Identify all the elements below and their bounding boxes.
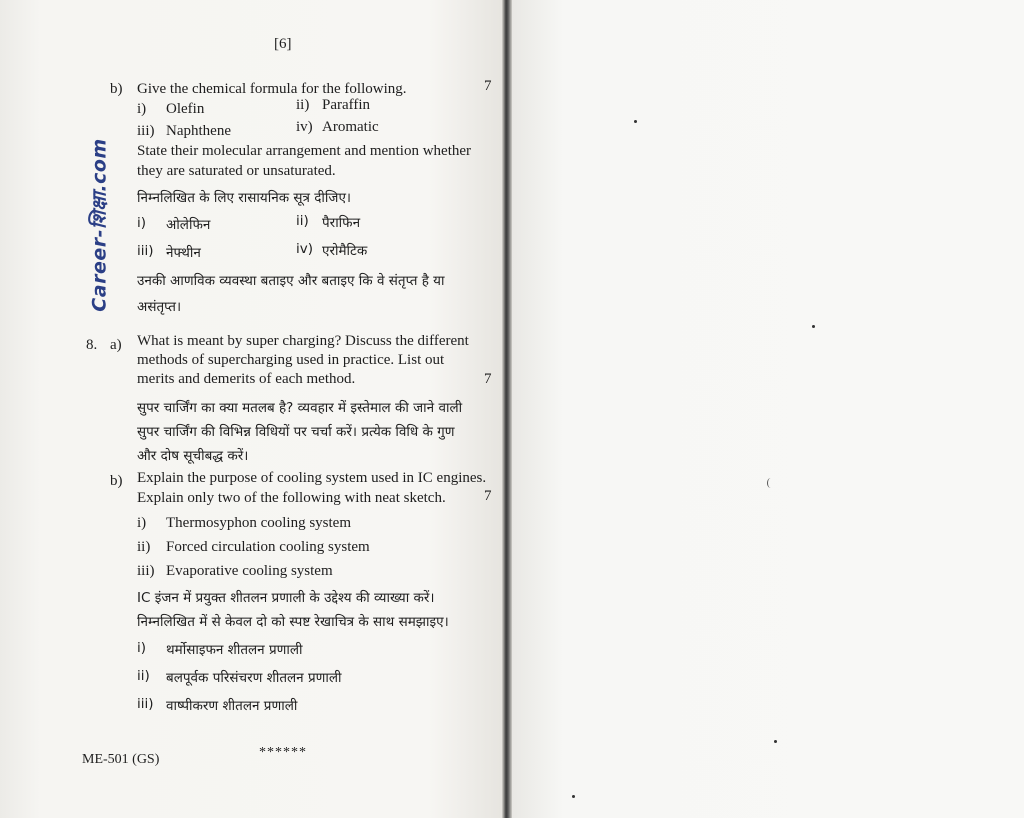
watermark-logo: Career-शिक्षा.com — [89, 138, 112, 312]
q8b-hi-item-ii-num: ii) — [137, 668, 150, 684]
q7b-opt-aromatic: Aromatic — [322, 119, 379, 135]
q7b-label: b) — [110, 81, 123, 97]
speck — [634, 120, 637, 123]
q8a-line3: merits and demerits of each method. — [137, 371, 356, 387]
q8b-line2: Explain only two of the following with neat sketch. — [137, 490, 446, 506]
q8b-label: b) — [110, 473, 123, 489]
q8-number: 8. — [86, 337, 98, 353]
q7b-instruction-line1: State their molecular arrangement and mention whether — [137, 143, 472, 159]
q8a-line2: methods of supercharging used in practice. List out — [137, 352, 445, 368]
q7b-hi-opt-aromatic: एरोमैटिक — [322, 243, 368, 259]
q7b-instruction-line2: they are saturated or unsaturated. — [137, 163, 336, 179]
q7b-hi-opt-olefin: ओलेफिन — [166, 217, 211, 233]
q7b-hi-opt-i-num: i) — [137, 215, 147, 231]
q8a-marks: 7 — [484, 371, 492, 387]
q8b-item-i-num: i) — [137, 515, 147, 531]
q7b-hindi-question: निम्नलिखित के लिए रासायनिक सूत्र दीजिए। — [137, 190, 352, 206]
q8a-line1: What is meant by super charging? Discuss the different — [137, 333, 469, 349]
q8b-item-thermosyphon: Thermosyphon cooling system — [166, 515, 351, 531]
q8b-item-iii-num: iii) — [137, 563, 155, 579]
q7b-hi-opt-ii-num: ii) — [296, 213, 309, 229]
q8b-item-evaporative: Evaporative cooling system — [166, 563, 333, 579]
speck — [774, 740, 777, 743]
q8b-hindi-line2: निम्नलिखित में से केवल दो को स्पष्ट रेखाचित्र के साथ समझाइए। — [137, 614, 449, 630]
book-spine — [502, 0, 512, 818]
speck — [767, 478, 774, 488]
speck — [812, 325, 815, 328]
q8b-marks: 7 — [484, 488, 492, 504]
q8a-hindi-line3: और दोष सूचीबद्ध करें। — [137, 448, 249, 464]
q7b-marks: 7 — [484, 78, 492, 94]
q7b-opt-olefin: Olefin — [166, 101, 205, 117]
q7b-opt-iv-num: iv) — [296, 119, 313, 135]
q7b-hi-opt-paraffin: पैराफिन — [322, 215, 361, 231]
q7b-opt-naphthene: Naphthene — [166, 123, 231, 139]
q8b-hi-item-iii-num: iii) — [137, 696, 154, 712]
q7b-opt-i-num: i) — [137, 101, 147, 117]
q8b-item-ii-num: ii) — [137, 539, 151, 555]
q7b-opt-iii-num: iii) — [137, 123, 155, 139]
q7b-question: Give the chemical formula for the following. — [137, 81, 407, 97]
q8b-hi-item-evaporative: वाष्पीकरण शीतलन प्रणाली — [166, 698, 298, 714]
q8b-hindi-line1: IC इंजन में प्रयुक्त शीतलन प्रणाली के उद्देश्य की व्याख्या करें। — [137, 590, 435, 606]
q7b-opt-ii-num: ii) — [296, 97, 310, 113]
q8a-label: a) — [110, 337, 122, 353]
q8b-hi-item-thermosyphon: थर्मोसाइफन शीतलन प्रणाली — [166, 642, 303, 658]
q7b-hi-opt-naphthene: नेफ्थीन — [166, 245, 201, 261]
page-number: [6] — [274, 36, 292, 52]
speck — [572, 795, 575, 798]
q7b-opt-paraffin: Paraffin — [322, 97, 371, 113]
q8b-line1: Explain the purpose of cooling system used in IC engines. — [137, 470, 487, 486]
q8b-hi-item-i-num: i) — [137, 640, 147, 656]
q7b-hindi-instruction-line2: असंतृप्त। — [137, 299, 182, 315]
end-of-paper-stars: ****** — [259, 745, 307, 760]
q8a-hindi-line1: सुपर चार्जिंग का क्या मतलब है? व्यवहार में इस्तेमाल की जाने वाली — [137, 400, 463, 416]
q8b-item-forced: Forced circulation cooling system — [166, 539, 370, 555]
q7b-hi-opt-iii-num: iii) — [137, 243, 154, 259]
q8a-hindi-line2: सुपर चार्जिंग की विभिन्न विधियों पर चर्चा करें। प्रत्येक विधि के गुण — [137, 424, 455, 440]
paper-code: ME-501 (GS) — [82, 752, 160, 767]
q8b-hi-item-forced: बलपूर्वक परिसंचरण शीतलन प्रणाली — [166, 670, 342, 686]
q7b-hindi-instruction-line1: उनकी आणविक व्यवस्था बताइए और बताइए कि वे संतृप्त है या — [137, 273, 445, 289]
right-page-blank — [512, 0, 1024, 818]
q7b-hi-opt-iv-num: iv) — [296, 241, 314, 257]
